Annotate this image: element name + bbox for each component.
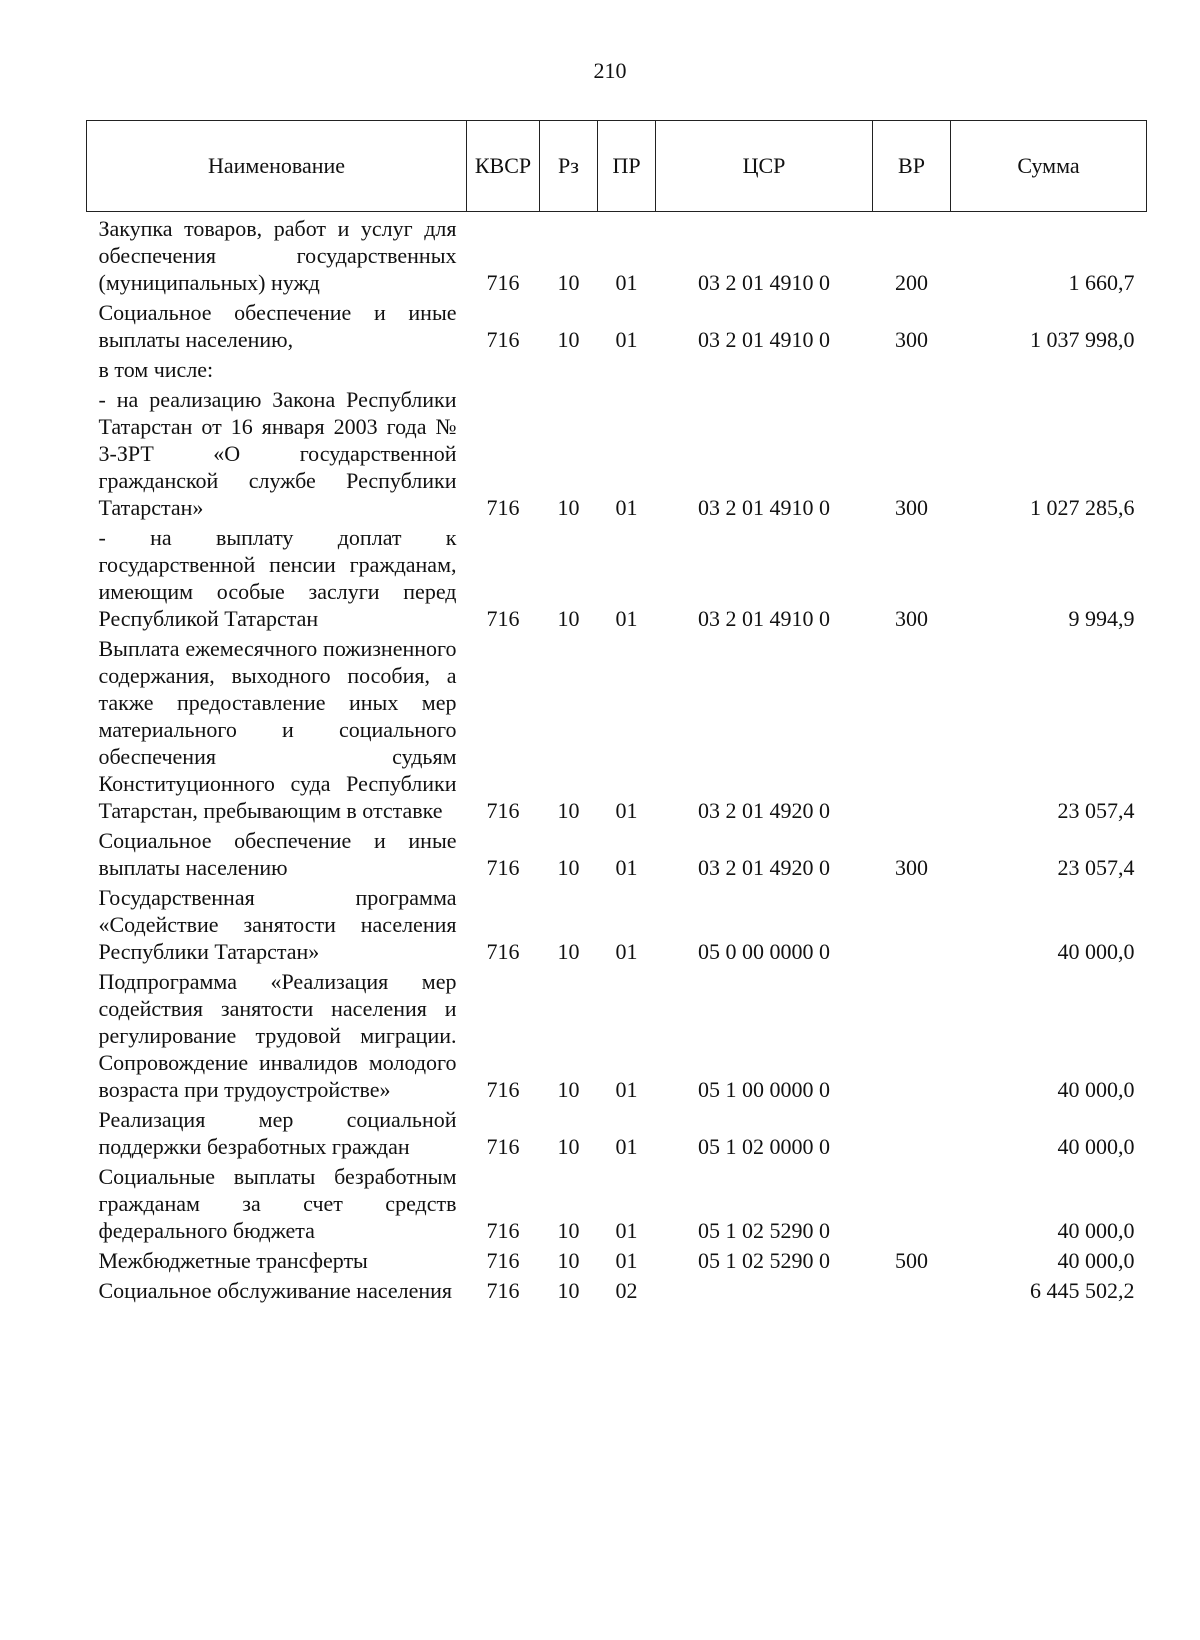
table-row	[87, 353, 1147, 383]
row-sum: 23 057,4	[1057, 798, 1135, 823]
table-row	[87, 521, 1147, 632]
table-row	[87, 632, 1147, 824]
row-csr: 03 2 01 4910 0	[698, 270, 830, 295]
row-vr: 300	[895, 606, 928, 631]
row-vr	[873, 1103, 951, 1160]
row-csr: 05 1 02 5290 0	[698, 1218, 830, 1243]
row-name: Государственная программа «Содействие занятости населения Республики Татарстан»	[98, 885, 457, 964]
row-rz: 10	[557, 1134, 580, 1159]
row-name: Закупка товаров, работ и услуг для обеспечения государственных (муниципальных) нужд	[98, 216, 457, 295]
row-kvsr: 716	[486, 1077, 520, 1102]
row-name: - на реализацию Закона Республики Татарстан от 16 января 2003 года № 3-ЗРТ «О государственной гражданской службе Республики Татарстан»	[98, 387, 457, 520]
row-name: Социальные выплаты безработным гражданам за счет средств федерального бюджета	[98, 1164, 457, 1243]
row-vr: 300	[895, 855, 928, 880]
row-csr: 03 2 01 4910 0	[698, 606, 830, 631]
table-row	[87, 1244, 1147, 1274]
row-sum: 40 000,0	[1057, 1077, 1135, 1102]
table-row	[87, 383, 1147, 521]
row-kvsr: 716	[486, 606, 520, 631]
row-rz: 10	[557, 495, 580, 520]
table-row	[87, 212, 1147, 297]
row-rz: 10	[557, 855, 580, 880]
row-sum: 23 057,4	[1057, 855, 1135, 880]
row-vr: 300	[895, 327, 928, 352]
row-name: Реализация мер социальной поддержки безработных граждан	[98, 1107, 457, 1159]
row-pr: 01	[615, 270, 638, 295]
row-pr: 01	[615, 1077, 638, 1102]
row-vr: 200	[895, 270, 928, 295]
row-kvsr: 716	[486, 1134, 520, 1159]
row-sum: 9 994,9	[1068, 606, 1135, 631]
row-pr	[598, 353, 656, 383]
row-csr: 03 2 01 4920 0	[698, 855, 830, 880]
row-kvsr: 716	[486, 1218, 520, 1243]
table-body	[87, 212, 1147, 1305]
row-kvsr: 716	[486, 327, 520, 352]
row-kvsr: 716	[486, 798, 520, 823]
row-name: в том числе:	[98, 357, 214, 382]
row-kvsr: 716	[486, 495, 520, 520]
row-vr	[873, 1274, 951, 1304]
row-pr: 01	[615, 495, 638, 520]
column-header-vr: ВР	[873, 121, 951, 212]
table-row	[87, 965, 1147, 1103]
row-rz: 10	[557, 939, 580, 964]
row-csr: 05 1 02 0000 0	[698, 1134, 830, 1159]
row-pr: 01	[615, 327, 638, 352]
row-pr: 01	[615, 1218, 638, 1243]
table-row	[87, 881, 1147, 965]
row-vr: 300	[895, 495, 928, 520]
row-sum: 1 037 998,0	[1030, 327, 1135, 352]
row-name: - на выплату доплат к государственной пенсии гражданам, имеющим особые заслуги перед Республикой Татарстан	[98, 525, 457, 631]
row-csr: 05 1 00 0000 0	[698, 1077, 830, 1102]
row-pr: 01	[615, 798, 638, 823]
column-header-rz: Рз	[540, 121, 598, 212]
row-sum	[951, 353, 1147, 383]
row-kvsr: 716	[486, 270, 520, 295]
row-rz: 10	[557, 1218, 580, 1243]
row-rz: 10	[557, 1077, 580, 1102]
row-vr: 500	[895, 1248, 928, 1273]
row-vr	[873, 632, 951, 824]
table-row	[87, 1103, 1147, 1160]
row-sum: 40 000,0	[1057, 1218, 1135, 1243]
row-csr: 03 2 01 4920 0	[698, 798, 830, 823]
row-rz	[540, 353, 598, 383]
row-vr	[873, 1160, 951, 1244]
row-csr	[656, 353, 873, 383]
row-csr	[656, 1274, 873, 1304]
row-name: Социальное обеспечение и иные выплаты населению,	[98, 300, 457, 352]
row-sum: 6 445 502,2	[1030, 1278, 1135, 1303]
budget-table	[86, 120, 1147, 1304]
row-name: Выплата ежемесячного пожизненного содержания, выходного пособия, а также предоставление иных мер материального и социального обеспечения судьям Конституционного суда Республики Татарстан, пребывающим в отставке	[98, 636, 457, 823]
row-kvsr: 716	[486, 855, 520, 880]
column-header-name: Наименование	[87, 121, 467, 212]
row-name: Социальное обеспечение и иные выплаты населению	[98, 828, 457, 880]
column-header-csr: ЦСР	[656, 121, 873, 212]
row-kvsr: 716	[486, 1278, 520, 1303]
table-row	[87, 824, 1147, 881]
row-name: Подпрограмма «Реализация мер содействия занятости населения и регулирование трудовой миграции. Сопровождение инвалидов молодого возраста при трудоустройстве»	[98, 969, 457, 1102]
row-sum: 1 027 285,6	[1030, 495, 1135, 520]
row-rz: 10	[557, 1278, 580, 1303]
row-csr: 03 2 01 4910 0	[698, 495, 830, 520]
row-rz: 10	[557, 606, 580, 631]
row-sum: 1 660,7	[1068, 270, 1135, 295]
row-rz: 10	[557, 1248, 580, 1273]
row-csr: 05 0 00 0000 0	[698, 939, 830, 964]
column-header-sum: Сумма	[951, 121, 1147, 212]
row-kvsr: 716	[486, 939, 520, 964]
page-number: 210	[593, 58, 627, 83]
table-header-row	[87, 121, 1147, 212]
row-sum: 40 000,0	[1057, 1134, 1135, 1159]
row-csr: 05 1 02 5290 0	[698, 1248, 830, 1273]
row-sum: 40 000,0	[1057, 939, 1135, 964]
table-row	[87, 296, 1147, 353]
column-header-pr: ПР	[598, 121, 656, 212]
row-vr	[873, 353, 951, 383]
row-kvsr: 716	[486, 1248, 520, 1273]
row-pr: 01	[615, 606, 638, 631]
row-csr: 03 2 01 4910 0	[698, 327, 830, 352]
table-row	[87, 1274, 1147, 1304]
row-name: Межбюджетные трансферты	[98, 1248, 368, 1273]
row-kvsr	[467, 353, 540, 383]
row-pr: 01	[615, 939, 638, 964]
row-sum: 40 000,0	[1057, 1248, 1135, 1273]
row-rz: 10	[557, 270, 580, 295]
row-pr: 01	[615, 1134, 638, 1159]
row-pr: 02	[615, 1278, 638, 1303]
row-pr: 01	[615, 1248, 638, 1273]
table-row	[87, 1160, 1147, 1244]
row-rz: 10	[557, 798, 580, 823]
row-rz: 10	[557, 327, 580, 352]
row-vr	[873, 881, 951, 965]
row-vr	[873, 965, 951, 1103]
row-pr: 01	[615, 855, 638, 880]
row-name: Социальное обслуживание населения	[98, 1278, 453, 1303]
column-header-kvsr: КВСР	[467, 121, 540, 212]
